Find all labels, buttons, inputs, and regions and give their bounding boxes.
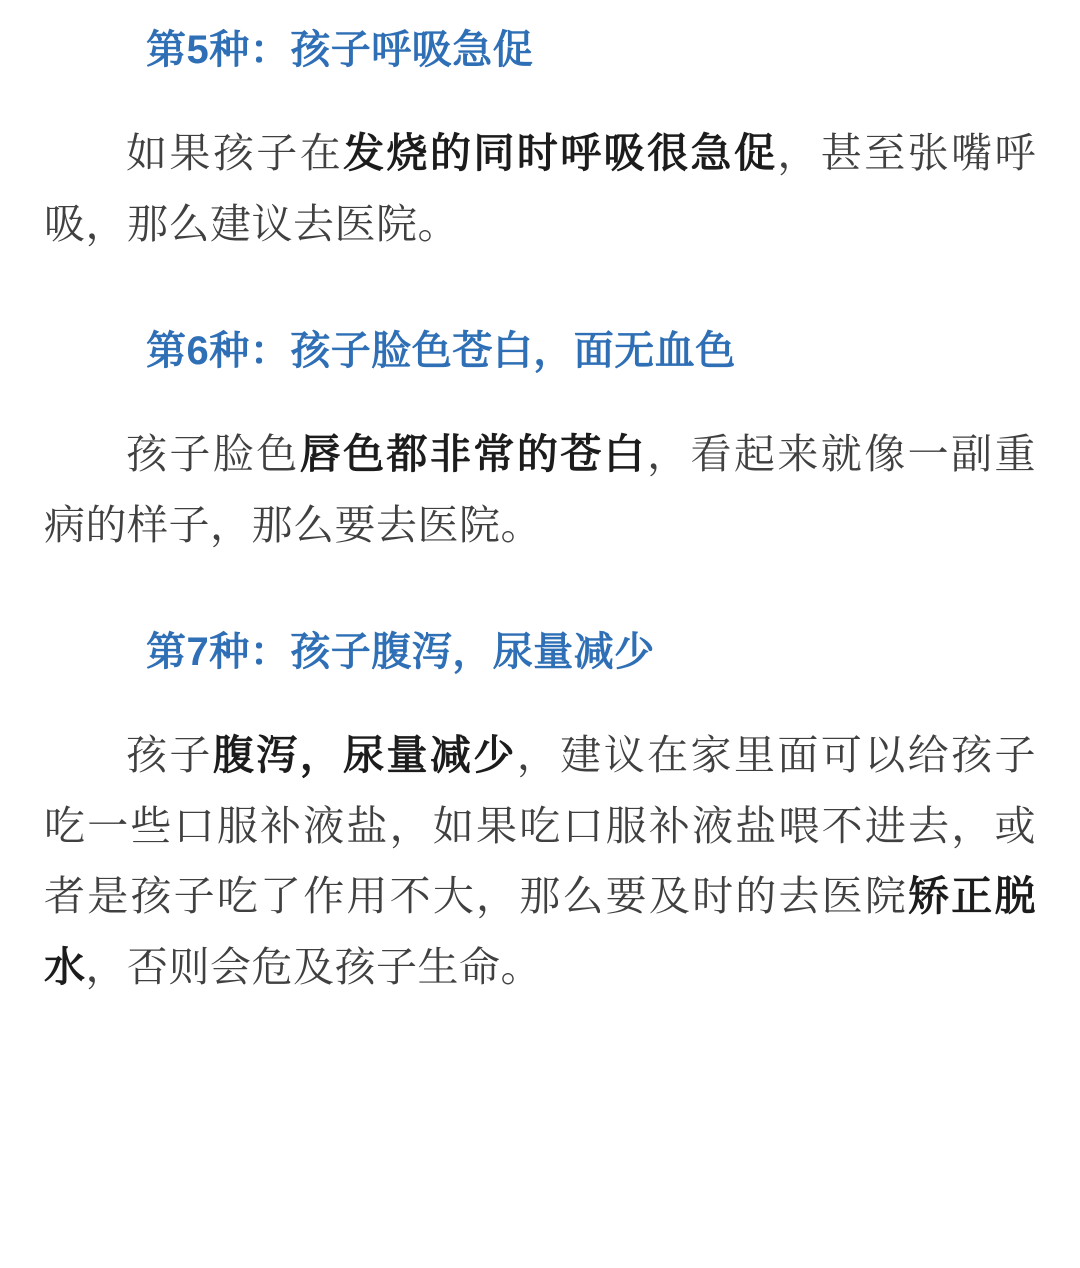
spacer (44, 566, 1036, 622)
body-text: ，建议在家里面可以给孩子吃一些口服补液盐，如果吃口服补液盐喂不进去，或者是孩子吃了作用不大，那么要及时的去医院 (44, 732, 1037, 920)
spacer (44, 84, 1036, 118)
emphasis-text: 唇色都非常的苍白 (299, 431, 648, 478)
section-6 (44, 321, 1036, 560)
spacer (44, 686, 1036, 720)
spacer (44, 265, 1036, 321)
section-paragraph-5 (44, 118, 1036, 259)
section-paragraph-6 (44, 419, 1036, 560)
emphasis-text: 矫正脱水 (44, 873, 1037, 990)
body-text: 孩子 (126, 732, 213, 779)
section-heading-7: 第7种：孩子腹泻，尿量减少 (146, 630, 655, 675)
section-heading-6: 第6种：孩子脸色苍白，面无血色 (146, 329, 736, 374)
spacer (44, 385, 1036, 419)
section-heading-5: 第5种：孩子呼吸急促 (146, 28, 534, 72)
body-text: 如果孩子在 (126, 130, 344, 176)
body-text: 孩子脸色 (126, 431, 300, 478)
body-text: ，看起来就像一副重病的样子，那么要去医院。 (44, 431, 1037, 548)
body-text: ，否则会危及孩子生命。 (85, 943, 542, 990)
body-text: ，甚至张嘴呼吸，那么建议去医院。 (44, 130, 1036, 247)
section-paragraph-7 (44, 720, 1036, 1002)
emphasis-text: 发烧的同时呼吸很急促 (343, 130, 778, 176)
section-5 (44, 20, 1036, 259)
emphasis-text: 腹泻，尿量减少 (212, 732, 517, 779)
section-7 (44, 622, 1036, 1002)
